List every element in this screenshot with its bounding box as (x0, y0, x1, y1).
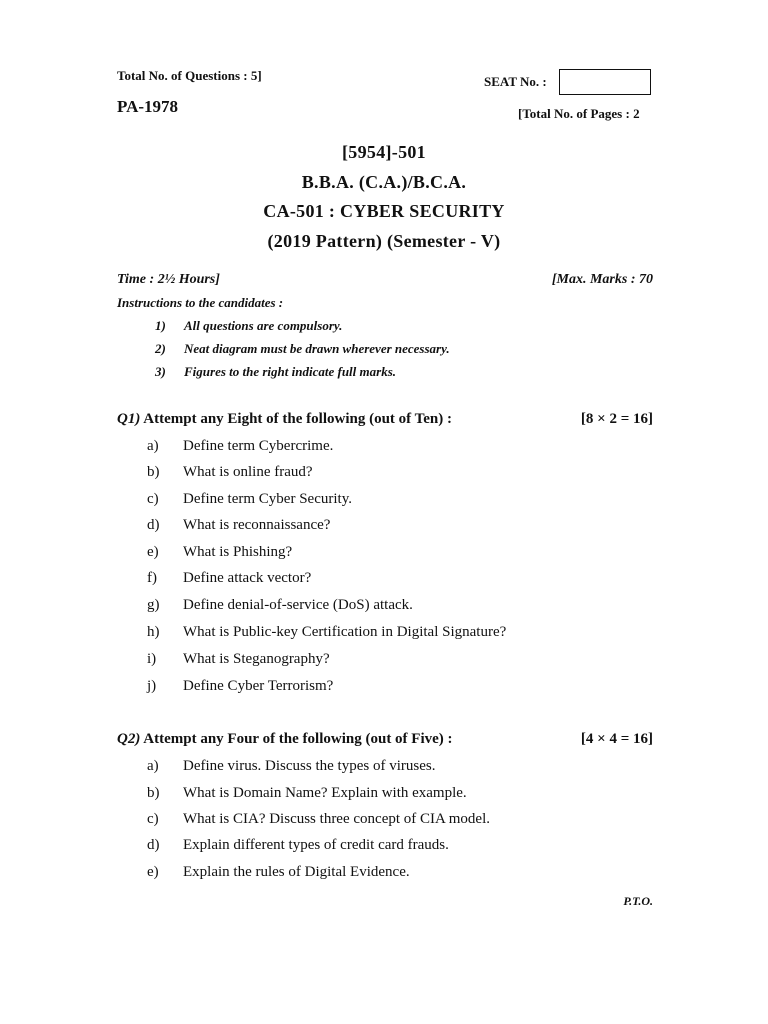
question-text: Attempt any Four of the following (out of Five) : (143, 731, 453, 747)
item-label: e) (147, 544, 159, 560)
instruction-text: Figures to the right indicate full marks. (184, 364, 397, 379)
item-label: j) (147, 678, 157, 694)
question-marks: [8 × 2 = 16] (580, 411, 653, 427)
item-text: What is Steganography? (183, 651, 330, 667)
item-text: What is Phishing? (183, 544, 293, 560)
seat-label: SEAT No. : (484, 74, 547, 89)
instruction-text: Neat diagram must be drawn wherever necessary. (184, 341, 450, 356)
item-label: d) (147, 837, 160, 853)
question-text: Attempt any Eight of the following (out of Ten) : (143, 411, 453, 427)
item-label: g) (147, 597, 160, 613)
item-label: b) (147, 785, 160, 801)
course-title: B.B.A. (C.A.)/B.C.A. (301, 172, 467, 192)
item-label: c) (147, 491, 159, 507)
item-text: What is reconnaissance? (183, 517, 331, 533)
instruction-number: 2) (155, 341, 166, 356)
time-allowed: Time : 2½ Hours] (117, 272, 220, 287)
item-text: Define virus. Discuss the types of viruses. (183, 758, 436, 774)
pattern-title: (2019 Pattern) (Semester - V) (267, 231, 501, 251)
question-2-heading (117, 731, 653, 748)
item-label: d) (147, 517, 160, 533)
item-label: a) (147, 438, 159, 454)
item-text: What is Public-key Certification in Digital Signature? (183, 624, 507, 640)
pto-note: P.T.O. (623, 894, 653, 908)
total-pages: [Total No. of Pages : 2 (518, 106, 640, 121)
total-questions: Total No. of Questions : 5] (117, 68, 262, 83)
item-text: Define attack vector? (183, 570, 312, 586)
item-text: Define Cyber Terrorism? (183, 678, 334, 694)
item-text: What is CIA? Discuss three concept of CIA model. (183, 811, 491, 827)
subject-title: CA-501 : CYBER SECURITY (263, 201, 505, 221)
question-1-heading (117, 411, 653, 428)
item-text: What is Domain Name? Explain with example. (183, 785, 467, 801)
question-number: Q2) (117, 731, 141, 747)
item-label: c) (147, 811, 159, 827)
item-label: a) (147, 758, 159, 774)
instruction-number: 1) (155, 318, 166, 333)
item-label: e) (147, 864, 159, 880)
exam-code: [5954]-501 (342, 142, 426, 162)
instruction-number: 3) (155, 364, 166, 379)
max-marks: [Max. Marks : 70 (551, 272, 653, 287)
item-text: Define term Cybercrime. (183, 438, 334, 454)
item-text: What is online fraud? (183, 464, 313, 480)
item-text: Explain different types of credit card frauds. (183, 837, 449, 853)
question-number: Q1) (117, 411, 141, 427)
instruction-text: All questions are compulsory. (184, 318, 343, 333)
item-text: Define denial-of-service (DoS) attack. (183, 597, 413, 613)
question-marks: [4 × 4 = 16] (580, 731, 653, 747)
item-label: h) (147, 624, 160, 640)
item-label: b) (147, 464, 160, 480)
item-text: Explain the rules of Digital Evidence. (183, 864, 410, 880)
seat-number-box[interactable] (559, 69, 651, 95)
item-label: i) (147, 651, 157, 667)
instructions-heading: Instructions to the candidates : (117, 295, 284, 310)
item-text: Define term Cyber Security. (183, 491, 352, 507)
item-label: f) (147, 570, 157, 586)
paper-code: PA-1978 (117, 97, 179, 116)
